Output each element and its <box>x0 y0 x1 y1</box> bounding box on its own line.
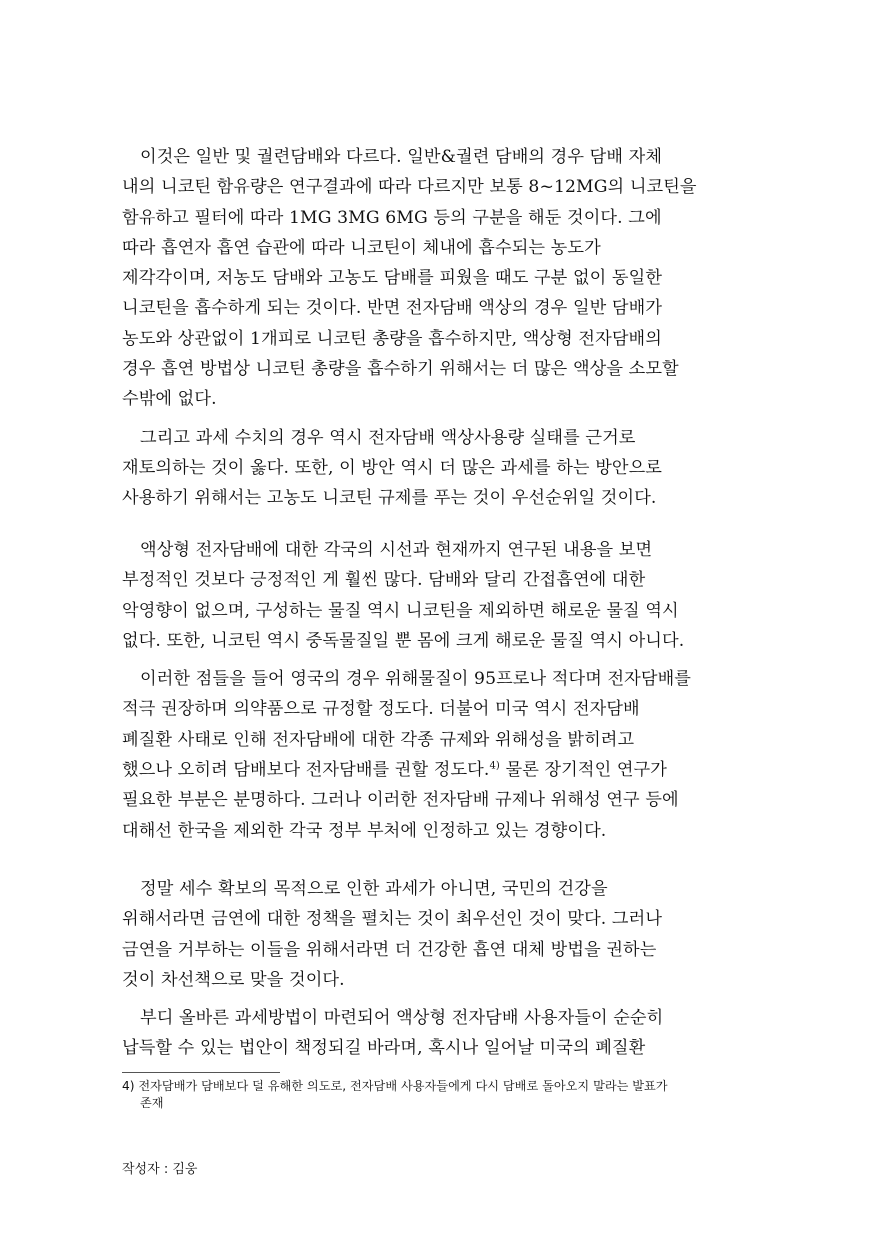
footnote <box>122 1078 762 1112</box>
text-line: 없다. 또한, 니코틴 역시 중독물질일 뿐 몸에 크게 해로운 물질 역시 아니다. <box>122 630 685 651</box>
text-line: 사용하기 위해서는 고농도 니코틴 규제를 푸는 것이 우선순위일 것이다. <box>122 488 657 509</box>
text-line: 금연을 거부하는 이들을 위해서라면 더 건강한 흡연 대체 방법을 권하는 <box>122 939 657 960</box>
author-separator: : <box>159 1162 173 1177</box>
footnote-text-continuation: 존재 <box>140 1096 164 1110</box>
text-line: 그리고 과세 수치의 경우 역시 전자담배 액상사용량 실태를 근거로 <box>140 427 636 448</box>
text-line: 이것은 일반 및 궐련담배와 다르다. 일반&궐련 담배의 경우 담배 자체 <box>140 147 663 167</box>
section-conclusion <box>122 874 762 1064</box>
text-line: 액상형 전자담배에 대한 각국의 시선과 현재까지 연구된 내용을 보면 <box>140 540 653 560</box>
text-line: 것이 차선책으로 맞을 것이다. <box>122 969 345 990</box>
footnote-number: 4) <box>122 1079 135 1093</box>
footnote-divider <box>122 1072 280 1073</box>
text-segment: 물론 장기적인 연구가 <box>499 760 667 781</box>
text-line: 내의 니코틴 함유량은 연구결과에 따라 다르지만 보통 8~12MG의 니코틴을 <box>122 177 697 198</box>
section-taxation-comparison <box>122 142 762 514</box>
text-line: 부디 올바른 과세방법이 마련되어 액상형 전자담배 사용자들이 순순히 <box>140 1008 664 1029</box>
text-line: 악영향이 없으며, 구성하는 물질 역시 니코틴을 제외하면 해로운 물질 역시 <box>122 600 679 621</box>
text-line: 따라 흡연자 흡연 습관에 따라 니코틴이 체내에 흡수되는 농도가 <box>122 237 601 258</box>
text-line: 대해선 한국을 제외한 각국 정부 부처에 인정하고 있는 경향이다. <box>122 820 607 841</box>
text-segment: 했으나 오히려 담배보다 전자담배를 권할 정도다. <box>122 760 490 781</box>
text-line: 부정적인 것보다 긍정적인 게 훨씬 많다. 담배와 달리 간접흡연에 대한 <box>122 570 646 591</box>
text-line: 농도와 상관없이 1개피로 니코틴 총량을 흡수하지만, 액상형 전자담배의 <box>122 328 662 349</box>
footnote-text: 전자담배가 담배보다 덜 유해한 의도로, 전자담배 사용자들에게 다시 담배로 돌아오지 말라는 발표가 <box>138 1079 668 1093</box>
section-international-views <box>122 535 762 846</box>
text-line: 경우 흡연 방법상 니코틴 총량을 흡수하기 위해서는 더 많은 액상을 소모할 <box>122 359 679 380</box>
paragraph <box>122 874 762 995</box>
text-line: 제각각이며, 저농도 담배와 고농도 담배를 피웠을 때도 구분 없이 동일한 <box>122 268 663 289</box>
author-label: 작성자 <box>122 1162 160 1177</box>
author-name: 김웅 <box>172 1162 198 1177</box>
text-line: 필요한 부분은 분명하다. 그러나 이러한 전자담배 규제나 위해성 연구 등에 <box>122 790 679 811</box>
text-line: 적극 권장하며 의약품으로 규정할 정도다. 더불어 미국 역시 전자담배 <box>122 699 640 720</box>
text-line: 납득할 수 있는 법안이 책정되길 바라며, 혹시나 일어날 미국의 폐질환 <box>122 1038 646 1059</box>
text-line: 정말 세수 확보의 목적으로 인한 과세가 아니면, 국민의 건강을 <box>140 879 608 899</box>
paragraph <box>122 142 762 415</box>
author-credit <box>122 1158 197 1177</box>
text-line: 함유하고 필터에 따라 1MG 3MG 6MG 등의 구분을 해둔 것이다. 그에 <box>122 207 662 228</box>
paragraph <box>122 1003 762 1064</box>
text-line: 재토의하는 것이 옳다. 또한, 이 방안 역시 더 많은 과세를 하는 방안으로 <box>122 457 663 478</box>
text-line: 폐질환 사태로 인해 전자담배에 대한 각종 규제와 위해성을 밝히려고 <box>122 729 635 750</box>
paragraph <box>122 423 762 514</box>
text-line: 니코틴을 흡수하게 되는 것이다. 반면 전자담배 액상의 경우 일반 담배가 <box>122 298 663 319</box>
text-line: 수밖에 없다. <box>122 389 217 410</box>
footnote-reference[interactable]: 4) <box>489 760 500 772</box>
text-line: 이러한 점들을 들어 영국의 경우 위해물질이 95프로나 적다며 전자담배를 <box>140 669 691 690</box>
paragraph <box>122 664 762 846</box>
paragraph <box>122 535 762 656</box>
text-line: 위해서라면 금연에 대한 정책을 펼치는 것이 최우선인 것이 맞다. 그러나 <box>122 909 663 930</box>
text-line-with-footnote <box>122 755 762 785</box>
